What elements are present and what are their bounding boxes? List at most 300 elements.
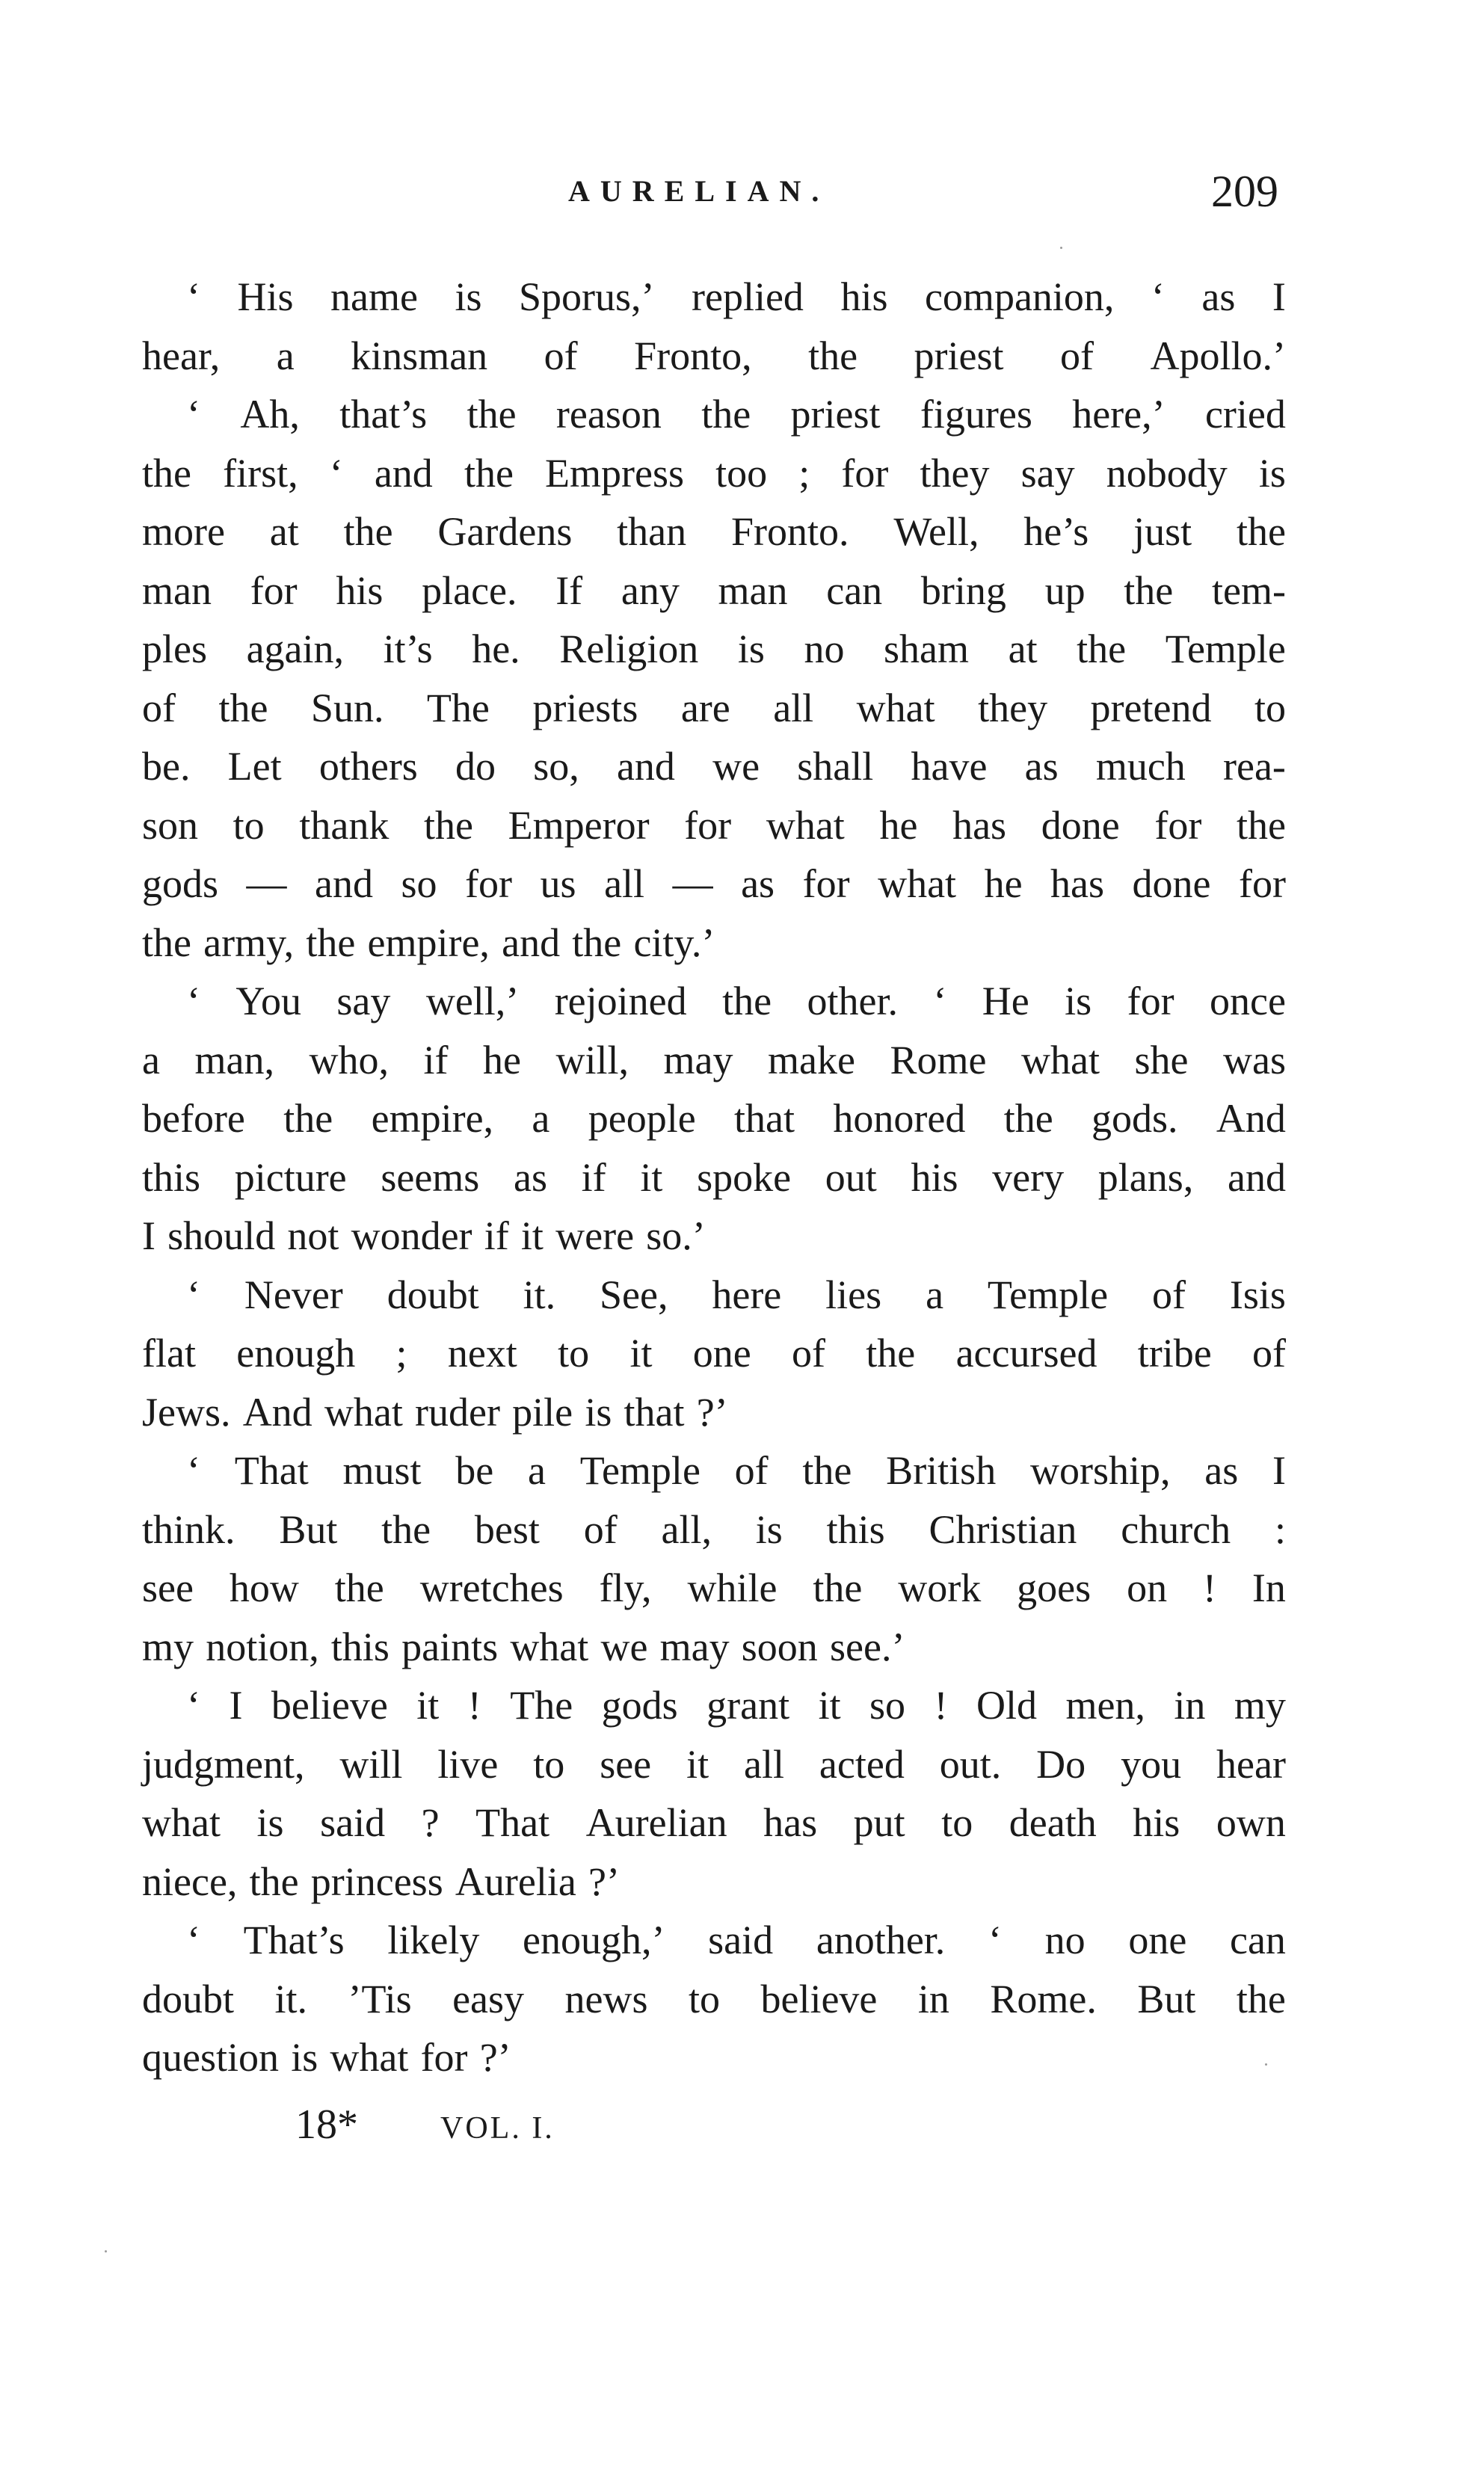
word: priest (790, 392, 881, 437)
word: is (455, 274, 482, 319)
word: Never (244, 1272, 343, 1317)
word: his (1133, 1800, 1180, 1845)
word: ‘ (988, 1918, 1002, 1962)
word: is (1258, 450, 1286, 496)
word: they (978, 685, 1048, 730)
word: men, (1065, 1683, 1145, 1728)
word: of (142, 685, 176, 730)
word: believe (271, 1683, 388, 1728)
word: have (911, 744, 988, 789)
word: of (1151, 1272, 1186, 1317)
word: lies (825, 1272, 882, 1317)
word: as (1204, 1448, 1239, 1493)
word: and (502, 920, 561, 965)
word: his (840, 274, 888, 319)
word: enough,’ (523, 1918, 665, 1962)
word: so (401, 861, 437, 906)
word: of (544, 333, 578, 378)
word: live (437, 1741, 499, 1787)
word: ples (142, 626, 207, 671)
body-text (142, 268, 1286, 2087)
running-title: AURELIAN. (568, 174, 830, 208)
word: what (330, 2035, 409, 2080)
word: put (853, 1800, 905, 1845)
word: That (234, 1448, 309, 1493)
word: another. (816, 1918, 946, 1962)
word: if (581, 1154, 606, 1200)
text-line (142, 1207, 1286, 1266)
word: all (744, 1741, 784, 1787)
word: for (465, 861, 513, 906)
word: the (306, 920, 356, 965)
word: people (588, 1096, 696, 1141)
word: see (142, 1565, 194, 1610)
word: Jews. (142, 1389, 231, 1435)
word: : (1274, 1506, 1286, 1552)
text-line (142, 1911, 1286, 1970)
word: for (684, 802, 732, 848)
word: accursed (955, 1331, 1097, 1376)
word: the (572, 920, 622, 965)
text-line (142, 1383, 1286, 1442)
word: a (142, 1037, 160, 1083)
word: I (229, 1683, 243, 1728)
word: gods. (1092, 1096, 1178, 1141)
word: to (233, 802, 265, 848)
word: one (692, 1331, 751, 1376)
word: the (464, 450, 514, 496)
word: as (514, 1154, 547, 1200)
word: for (802, 861, 850, 906)
word: say (336, 979, 391, 1023)
word: think. (142, 1506, 235, 1552)
word: what (766, 802, 845, 848)
word: Do (1036, 1741, 1086, 1787)
word: ‘ (187, 274, 200, 319)
word: best (474, 1506, 540, 1552)
word: his (336, 567, 384, 613)
word: ‘ (187, 1918, 200, 1962)
word: nobody (1106, 450, 1228, 496)
word: gods (601, 1683, 678, 1728)
word: the (1236, 1976, 1286, 2021)
word: is (1065, 979, 1092, 1023)
word: pretend (1090, 685, 1212, 730)
word: replied (692, 274, 804, 319)
word: empire, (367, 920, 490, 965)
text-line (142, 1441, 1286, 1500)
word: well,’ (425, 979, 520, 1023)
word: for (1239, 861, 1286, 906)
word: a (926, 1272, 944, 1317)
word: and (374, 450, 433, 496)
word: it. (523, 1272, 556, 1317)
word: spoke (697, 1154, 792, 1200)
text-line (142, 1970, 1286, 2029)
word: ‘ (187, 1448, 200, 1493)
word: reason (555, 392, 662, 437)
word: gods (142, 861, 219, 906)
word: no (1044, 1918, 1086, 1962)
word: is (291, 2035, 318, 2080)
word: what (324, 1389, 403, 1435)
word: for (1127, 979, 1174, 1023)
word: be. (142, 744, 191, 789)
word: believe (760, 1976, 878, 2021)
word: He (982, 979, 1029, 1023)
word: ‘ (187, 1272, 200, 1317)
word: sham (884, 626, 970, 671)
word: kinsman (351, 333, 488, 378)
word: Empress (545, 450, 685, 496)
page-number: 209 (1211, 167, 1278, 216)
word: the (813, 1565, 863, 1610)
volume-label: VOL. I. (440, 2111, 555, 2146)
word: tem- (1211, 567, 1286, 613)
word: ?’ (588, 1859, 620, 1904)
running-head (0, 166, 1484, 218)
page-footer (295, 2101, 555, 2149)
word: hear (1216, 1741, 1286, 1787)
word: ! (1202, 1565, 1216, 1610)
word: my (142, 1624, 194, 1669)
word: all, (661, 1506, 712, 1552)
word: that’s (339, 392, 428, 437)
word: to (1254, 685, 1286, 730)
word: seems (381, 1154, 480, 1200)
word: we (712, 744, 760, 789)
word: I (142, 1213, 156, 1258)
word: should (167, 1213, 276, 1258)
text-line (142, 1031, 1286, 1090)
text-line (142, 1735, 1286, 1794)
word: to (688, 1976, 720, 2021)
word: must (342, 1448, 422, 1493)
word: of (792, 1331, 825, 1376)
word: he (984, 861, 1023, 906)
word: In (1251, 1565, 1286, 1610)
word: British (886, 1448, 997, 1493)
word: Temple (1165, 626, 1286, 671)
word: the (381, 1506, 431, 1552)
word: at (269, 509, 299, 554)
word: church (1121, 1506, 1231, 1552)
word: honored (833, 1096, 966, 1141)
text-line (142, 1559, 1286, 1618)
word: out (825, 1154, 877, 1200)
word: man (142, 567, 212, 613)
word: how (229, 1565, 299, 1610)
word: Sun. (310, 685, 384, 730)
word: is (585, 1389, 612, 1435)
word: flat (142, 1331, 196, 1376)
word: much (1095, 744, 1186, 789)
word: Aurelian (585, 1800, 727, 1845)
word: next (447, 1331, 517, 1376)
word: any (621, 567, 680, 613)
word: ‘ (187, 392, 200, 437)
text-line (142, 1853, 1286, 1912)
word: here (712, 1272, 782, 1317)
word: easy (452, 1976, 525, 2021)
word: while (687, 1565, 778, 1610)
word: to (558, 1331, 590, 1376)
word: Fronto. (730, 509, 849, 554)
word: for (250, 567, 298, 613)
text-line (142, 679, 1286, 738)
word: the (866, 1331, 916, 1376)
word: are (680, 685, 730, 730)
word: ! (934, 1683, 948, 1728)
word: the (1003, 1096, 1053, 1141)
word: ?’ (479, 2035, 511, 2080)
word: — (672, 861, 713, 906)
word: ‘ (1151, 274, 1165, 319)
word: of (583, 1506, 618, 1552)
word: she (1134, 1037, 1189, 1083)
word: said (708, 1918, 774, 1962)
text-line (142, 2028, 1286, 2087)
word: it (520, 1213, 544, 1258)
word: princess (310, 1859, 443, 1904)
word: of (734, 1448, 769, 1493)
word: he (879, 802, 918, 848)
word: ! (467, 1683, 481, 1728)
word: Sporus,’ (518, 274, 655, 319)
word: pile (512, 1389, 573, 1435)
word: ; (798, 450, 810, 496)
word: priests (532, 685, 638, 730)
word: it (818, 1683, 841, 1728)
word: all (604, 861, 645, 906)
word: was (1223, 1037, 1286, 1083)
word: Gardens (437, 509, 573, 554)
word: were (555, 1213, 635, 1258)
word: said (320, 1800, 386, 1845)
text-line (142, 1500, 1286, 1559)
word: ?’ (696, 1389, 728, 1435)
word: own (1216, 1800, 1286, 1845)
word: up (1044, 567, 1086, 613)
word: so.’ (646, 1213, 706, 1258)
word: ; (395, 1331, 407, 1376)
word: picture (234, 1154, 347, 1200)
word: likely (387, 1918, 480, 1962)
word: first, (223, 450, 298, 496)
word: acted (819, 1741, 905, 1787)
word: doubt (142, 1976, 235, 2021)
word: has (763, 1800, 818, 1845)
text-line (142, 972, 1286, 1031)
word: the (343, 509, 393, 554)
word: city.’ (633, 920, 715, 965)
text-line (142, 914, 1286, 973)
word: the (1236, 509, 1286, 554)
word: more (142, 509, 225, 554)
word: and (1227, 1154, 1286, 1200)
word: in (1174, 1683, 1206, 1728)
word: the (142, 450, 191, 496)
word: I (1272, 274, 1286, 319)
word: done (1041, 802, 1120, 848)
word: is (755, 1506, 783, 1552)
word: empire, (371, 1096, 494, 1141)
word: the (467, 392, 517, 437)
word: not (287, 1213, 339, 1258)
word: fly, (599, 1565, 652, 1610)
word: here,’ (1072, 392, 1166, 437)
word: thank (299, 802, 390, 848)
text-line (142, 1793, 1286, 1853)
word: this (142, 1154, 201, 1200)
word: is (256, 1800, 284, 1845)
word: he. (472, 626, 520, 671)
word: name (330, 274, 418, 319)
word: priest (914, 333, 1004, 378)
word: this (330, 1624, 390, 1669)
word: he’s (1023, 509, 1089, 554)
word: will (339, 1741, 403, 1787)
word: on (1127, 1565, 1168, 1610)
word: see.’ (830, 1624, 905, 1669)
word: Emperor (508, 802, 650, 848)
word: figures (920, 392, 1032, 437)
word: army, (203, 920, 295, 965)
word: his (911, 1154, 958, 1200)
word: man, (194, 1037, 274, 1083)
word: for (841, 450, 889, 496)
word: ‘ (187, 979, 200, 1023)
word: will, (555, 1037, 629, 1083)
word: His (237, 274, 294, 319)
word: grant (706, 1683, 790, 1728)
word: ? (421, 1800, 440, 1845)
word: once (1210, 979, 1286, 1023)
word: the (808, 333, 858, 378)
word: it (640, 1154, 663, 1200)
word: at (1008, 626, 1038, 671)
word: has (1050, 861, 1105, 906)
word: man (718, 567, 788, 613)
word: of (1252, 1331, 1286, 1376)
word: it (629, 1331, 653, 1376)
word: But (279, 1506, 338, 1552)
word: paints (401, 1624, 499, 1669)
word: a (276, 333, 295, 378)
word: the (423, 802, 473, 848)
word: Isis (1229, 1272, 1286, 1317)
word: say (1020, 450, 1075, 496)
word: doubt (387, 1272, 479, 1317)
word: has (952, 802, 1007, 848)
word: you (1121, 1741, 1182, 1787)
word: than (617, 509, 687, 554)
text-line (142, 1148, 1286, 1207)
paper-speck (1265, 2063, 1267, 2066)
word: question (142, 2035, 279, 2080)
word: again, (246, 626, 345, 671)
paper-speck (105, 2250, 107, 2252)
word: The (510, 1683, 573, 1728)
word: it’s (383, 626, 433, 671)
text-line (142, 1324, 1286, 1383)
word: done (1132, 861, 1211, 906)
word: hear, (142, 333, 221, 378)
text-line (142, 1676, 1286, 1735)
text-line (142, 737, 1286, 796)
signature-mark: 18* (295, 2101, 358, 2148)
text-line (142, 854, 1286, 914)
word: he (483, 1037, 521, 1083)
word: Christian (929, 1506, 1077, 1552)
word: a (532, 1096, 550, 1141)
word: if (484, 1213, 509, 1258)
word: bring (920, 567, 1006, 613)
word: And (1216, 1096, 1286, 1141)
word: You (235, 979, 301, 1023)
word: ‘ (187, 1683, 200, 1728)
word: the (1077, 626, 1127, 671)
text-line (142, 385, 1286, 444)
word: soon (741, 1624, 818, 1669)
word: the (802, 1448, 852, 1493)
text-line (142, 796, 1286, 855)
word: as (741, 861, 775, 906)
word: so, (533, 744, 579, 789)
word: Rome. (990, 1976, 1097, 2021)
word: cried (1204, 392, 1286, 437)
word: to (941, 1800, 973, 1845)
word: place. (422, 567, 517, 613)
word: Temple (579, 1448, 701, 1493)
word: my (1234, 1683, 1286, 1728)
word: can (826, 567, 883, 613)
word: wonder (351, 1213, 472, 1258)
word: Old (976, 1683, 1037, 1728)
word: Ah, (240, 392, 300, 437)
text-line (142, 327, 1286, 386)
word: we (600, 1624, 648, 1669)
word: I (1272, 1448, 1286, 1493)
word: it (416, 1683, 440, 1728)
word: one (1128, 1918, 1187, 1962)
word: enough (236, 1331, 356, 1376)
word: what (856, 685, 935, 730)
word: Aurelia (455, 1859, 576, 1904)
word: Temple (987, 1272, 1109, 1317)
text-line (142, 444, 1286, 503)
text-line (142, 268, 1286, 327)
word: and (616, 744, 675, 789)
word: in (917, 1976, 949, 2021)
word: what (510, 1624, 589, 1669)
word: be (455, 1448, 494, 1493)
word: Well, (893, 509, 979, 554)
word: That’s (243, 1918, 345, 1962)
word: as (1024, 744, 1059, 789)
word: just (1133, 509, 1192, 554)
word: make (768, 1037, 855, 1083)
word: The (426, 685, 490, 730)
word: the (249, 1859, 299, 1904)
word: this (826, 1506, 885, 1552)
text-line (142, 1266, 1286, 1325)
word: may (659, 1624, 730, 1669)
text-line (142, 502, 1286, 561)
word: see (600, 1741, 652, 1787)
word: And (242, 1389, 312, 1435)
word: wretches (419, 1565, 564, 1610)
